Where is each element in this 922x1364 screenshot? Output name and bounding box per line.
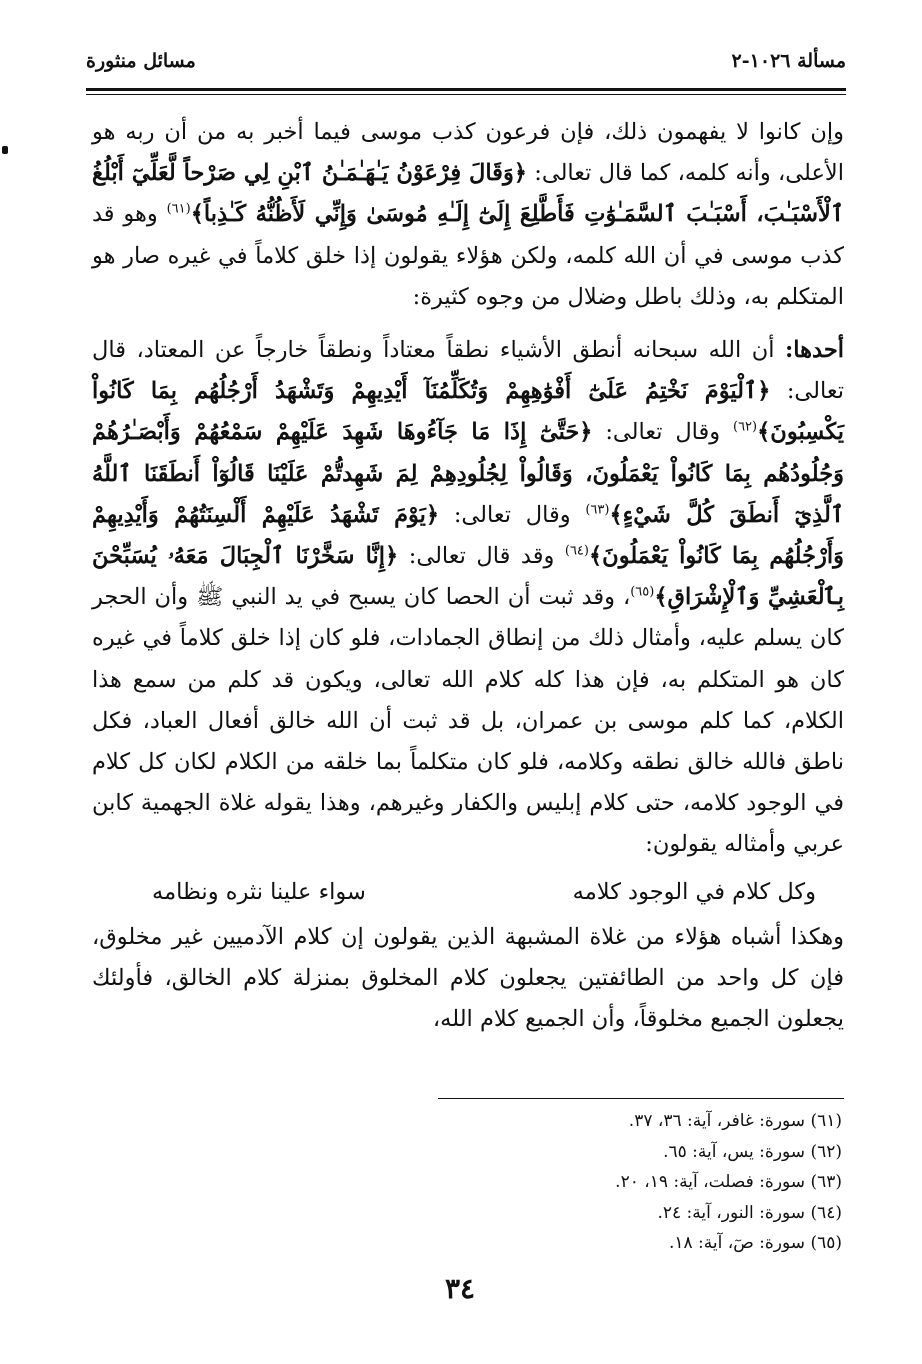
verse-second-hemistich: سواء علينا نثره ونظامه: [152, 878, 366, 905]
footnote-ref-64: (٦٤): [564, 543, 589, 559]
footnote-ref-61: (٦١): [166, 201, 191, 217]
header-rule-thin: [86, 94, 846, 95]
footnote-ref-62: (٦٢): [733, 419, 758, 435]
footnote-64: (٦٤) سورة: النور، آية: ٢٤.: [657, 1202, 842, 1223]
main-text: [92, 112, 844, 1040]
running-header: [86, 38, 846, 78]
paragraph-2-text-e: ، وقد ثبت أن الحصا كان يسبح في يد النبي ﷺ وأن الحجر كان يسلم عليه، وأمثال ذلك من إنطاق الجمادات، فلو كان إذا خلق كلاماً في غيره كان هو المتكلم به، فإن هذا كله كلام الله تعالى، ويكون قد كلم من سمع هذا الكلام، كما كلم موسى بن عمران، بل قد ثبت أن الله خالق أفعال العباد، فكل ناطق فالله خالق نطقه وكلامه، فلو كان متكلماً بما خلقه من الكلام لكان كل كلام في الوجود كلامه، حتى كلام إبليس والكفار وغيرهم، وهذا يقوله غلاة الجهمية كابن عربي وأمثاله يقولون:: [92, 584, 844, 858]
poetry-verse: [92, 872, 844, 913]
paragraph-2-text-d: وقد قال تعالى:: [408, 543, 555, 570]
footnote-63: (٦٣) سورة: فصلت، آية: ١٩، ٢٠.: [615, 1172, 842, 1192]
footnotes: [560, 1106, 842, 1259]
paragraph-1-text: وإن كانوا لا يفهمون ذلك، فإن فرعون كذب موسى فيما أخبر به من أن ربه هو الأعلى، وأنه كلمه، كما قال تعالى:: [92, 119, 844, 187]
header-issue-number: مسألة ١٠٢٦-٢: [731, 50, 846, 72]
margin-mark: [2, 146, 8, 154]
footnote-ref-63: (٦٣): [585, 502, 610, 518]
header-rule-thick: [86, 88, 846, 91]
paragraph-2-text-b: وقال تعالى:: [605, 419, 721, 446]
paragraph-3: [92, 917, 844, 1041]
paragraph-2: [92, 330, 844, 866]
paragraph-3-text: وهكذا أشباه هؤلاء من غلاة المشبهة الذين يقولون إن كلام الآدميين غير مخلوق، فإن كل واحد من الطائفتين يجعلون كلام المخلوق بمنزلة كلام الخالق، فأولئك يجعلون الجميع مخلوقاً، وأن الجميع كلام الله،: [92, 923, 844, 1033]
page-number: ٣٤: [444, 1272, 476, 1305]
footnote-65: (٦٥) سورة: صٓ، آية: ١٨.: [668, 1233, 842, 1253]
footnote-62: (٦٢) سورة: يس، آية: ٦٥.: [663, 1141, 842, 1162]
quran-verse-5: ﴿إِنَّا سَخَّرْنَا ٱلْجِبَالَ مَعَهُۥ يُسَبِّحْنَ بِٱلْعَشِيِّ وَٱلْإِشْرَاقِ﴾: [92, 543, 845, 611]
paragraph-1-continuation: وهو قد كذب موسى في أن الله كلمه، ولكن هؤلاء يقولون إذا خلق كلاماً في غيره صار هو المتكلم به، وذلك باطل وضلال من وجوه كثيرة:: [92, 201, 844, 310]
verse-first-hemistich: وكل كلام في الوجود كلامه: [572, 878, 816, 905]
quran-verse-4: ﴿يَوْمَ تَشْهَدُ عَلَيْهِمْ أَلْسِنَتُهُمْ وَأَيْدِيهِمْ وَأَرْجُلُهُم بِمَا كَانُواْ يَعْمَلُونَ﴾: [92, 501, 845, 570]
footnote-ref-65: (٦٥): [630, 584, 655, 600]
header-book-title: مسائل منثورة: [86, 50, 196, 72]
footnote-61: (٦١) سورة: غافر، آية: ٣٦، ٣٧.: [628, 1111, 842, 1131]
paragraph-1: [92, 112, 844, 318]
quran-verse-1: ﴿وَقَالَ فِرْعَوْنُ يَـٰهَـٰمَـٰنُ ٱبْنِ لِي صَرْحاً لَّعَلِّيٓ أَبْلُغُ ٱلْأَسْبَـٰبَ، أَسْبَـٰبَ ٱلسَّمَـٰوَٰتِ فَأَطَّلِعَ إِلَىٰٓ إِلَـٰهِ مُوسَىٰ وَإِنِّي لَأَظُنُّهُ كَـٰذِباً﴾: [92, 160, 845, 228]
quran-verse-3: ﴿حَتَّىٰٓ إِذَا مَا جَآءُوهَا شَهِدَ عَلَيْهِمْ سَمْعُهُمْ وَأَبْصَـٰرُهُمْ وَجُلُودُهُم بِمَا كَانُواْ يَعْمَلُونَ، وَقَالُواْ لِجُلُودِهِمْ لِمَ شَهِدتُّمْ عَلَيْنَا قَالُوٓاْ أَنطَقَنَا ٱللَّهُ ٱلَّذِيٓ أَنطَقَ كُلَّ شَيْءٍ﴾: [92, 419, 845, 528]
footnote-separator: [438, 1098, 844, 1099]
quran-verse-2: ﴿ٱلْيَوْمَ نَخْتِمُ عَلَىٰٓ أَفْوَٰهِهِمْ وَتُكَلِّمُنَآ أَيْدِيهِمْ وَتَشْهَدُ أَرْجُلُهُم بِمَا كَانُواْ يَكْسِبُونَ﴾: [92, 378, 845, 446]
paragraph-2-text-c: وقال تعالى:: [453, 501, 571, 528]
paragraph-2-text-a: أن الله سبحانه أنطق الأشياء نطقاً معتاداً ونطقاً خارجاً عن المعتاد، قال تعالى:: [92, 337, 844, 405]
paragraph-2-lead: أحدها:: [785, 337, 844, 364]
